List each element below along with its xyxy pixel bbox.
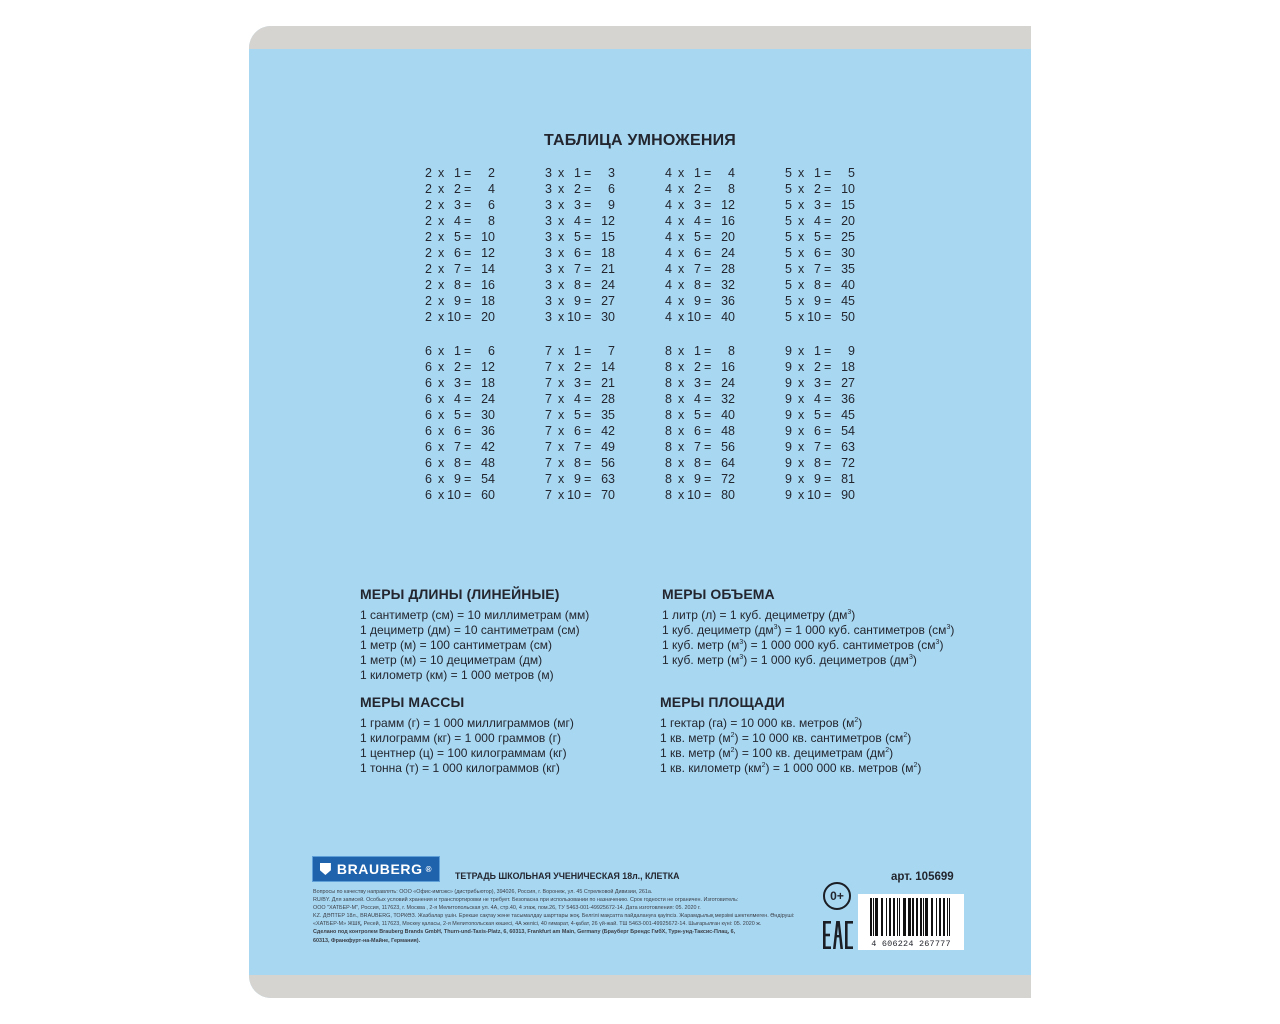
multiplication-column-9 xyxy=(785,343,905,503)
multiplication-row: 4 x 4 = 16 xyxy=(665,214,735,228)
area-measure-line: 1 кв. метр $(м^2) = 10$ 000 кв. сантиметров $(см^2)$ xyxy=(660,731,912,745)
multiplication-row: 8 x 1 = 8 xyxy=(665,344,735,358)
multiplication-row: 4 x 10 = 40 xyxy=(665,310,735,324)
fine-print-line: ООО "ХАТБЕР-М", Россия, 117623, г. Москва , 2-я Мелитопольская ул. 4А, стр.40, 4 этаж, пом.26, ТУ 5463-001-49925672-14. Дата изготовления: 05. 2020 г. xyxy=(313,905,701,912)
multiplication-row: 5 x 1 = 5 xyxy=(785,166,855,180)
multiplication-row: 9 x 1 = 9 xyxy=(785,344,855,358)
multiplication-row: 6 x 10 = 60 xyxy=(425,488,495,502)
volume-measure-line: 1 куб. метр $(м^3) = 1$ 000 куб. дециметров $(дм^3)$ xyxy=(662,653,917,667)
multiplication-row: 7 x 1 = 7 xyxy=(545,344,615,358)
barcode-bars-icon xyxy=(870,898,952,936)
multiplication-row: 7 x 5 = 35 xyxy=(545,408,615,422)
multiplication-row: 5 x 9 = 45 xyxy=(785,294,855,308)
multiplication-row: 3 x 8 = 24 xyxy=(545,278,615,292)
multiplication-row: 6 x 5 = 30 xyxy=(425,408,495,422)
multiplication-row: 2 x 10 = 20 xyxy=(425,310,495,324)
multiplication-column-2 xyxy=(425,165,545,325)
multiplication-row: 2 x 7 = 14 xyxy=(425,262,495,276)
brauberg-logo xyxy=(312,856,440,882)
multiplication-row: 5 x 4 = 20 xyxy=(785,214,855,228)
multiplication-table xyxy=(425,165,905,505)
multiplication-row: 5 x 8 = 40 xyxy=(785,278,855,292)
multiplication-row: 5 x 5 = 25 xyxy=(785,230,855,244)
multiplication-row: 5 x 2 = 10 xyxy=(785,182,855,196)
volume-measure-line: 1 литр (л) = 1 куб. дециметру $(дм^3)$ xyxy=(662,608,856,622)
mass-measure-line: 1 грамм (г) = 1 000 миллиграммов (мг) xyxy=(360,716,574,730)
multiplication-row: 8 x 7 = 56 xyxy=(665,440,735,454)
fine-print-line: Сделано под контролем Brauberg Brands GmbH, Thurn-und-Taxis-Platz, 6, 60313, Frankfurt am Main, Germany (Брауберг Брендс ГмбХ, Турн-унд-Таксис-Плац, 6, xyxy=(313,929,736,936)
notebook-back-cover xyxy=(249,26,1031,998)
multiplication-row: 8 x 4 = 32 xyxy=(665,392,735,406)
fine-print xyxy=(313,888,819,945)
volume-measures-section xyxy=(662,586,954,668)
multiplication-row: 8 x 8 = 64 xyxy=(665,456,735,470)
mass-measures-title: МЕРЫ МАССЫ xyxy=(360,694,465,710)
multiplication-row: 6 x 9 = 54 xyxy=(425,472,495,486)
barcode xyxy=(858,894,964,950)
area-measure-line: 1 кв. километр $(км^2) = 1$ 000 000 кв. метров $(м^2)$ xyxy=(660,761,922,775)
multiplication-row: 7 x 3 = 21 xyxy=(545,376,615,390)
mass-measure-line: 1 тонна (т) = 1 000 килограммов (кг) xyxy=(360,761,560,775)
multiplication-row: 3 x 4 = 12 xyxy=(545,214,615,228)
multiplication-column-5 xyxy=(785,165,905,325)
multiplication-row: 3 x 10 = 30 xyxy=(545,310,615,324)
multiplication-row: 3 x 1 = 3 xyxy=(545,166,615,180)
multiplication-row: 3 x 7 = 21 xyxy=(545,262,615,276)
length-measure-line: 1 метр (м) = 10 дециметрам (дм) xyxy=(360,653,543,667)
multiplication-row: 4 x 6 = 24 xyxy=(665,246,735,260)
multiplication-row: 8 x 3 = 24 xyxy=(665,376,735,390)
registered-mark: ® xyxy=(425,864,433,874)
multiplication-row: 5 x 10 = 50 xyxy=(785,310,855,324)
cover-top-band xyxy=(249,26,1031,49)
multiplication-row: 6 x 7 = 42 xyxy=(425,440,495,454)
multiplication-row: 8 x 9 = 72 xyxy=(665,472,735,486)
multiplication-row: 4 x 8 = 32 xyxy=(665,278,735,292)
multiplication-row: 9 x 9 = 81 xyxy=(785,472,855,486)
mass-measures-section xyxy=(360,694,574,776)
multiplication-row: 9 x 2 = 18 xyxy=(785,360,855,374)
multiplication-row: 8 x 10 = 80 xyxy=(665,488,735,502)
multiplication-row: 9 x 4 = 36 xyxy=(785,392,855,406)
multiplication-row: 3 x 3 = 9 xyxy=(545,198,615,212)
multiplication-row: 6 x 3 = 18 xyxy=(425,376,495,390)
multiplication-row: 2 x 3 = 6 xyxy=(425,198,495,212)
fine-print-line: «ХАТБЕР-М» ЖШҚ, Ресей, 117623, Мәскеу қаласы, 2-я Мелитопольская көшесі, 4А желісі, 40 ғимарат, 4-қабат, 26 үй-жай. ТШ 5463-001-49925672-14. Шығарылған күні: 05. 2020 ж. xyxy=(313,921,762,928)
multiplication-row: 7 x 9 = 63 xyxy=(545,472,615,486)
multiplication-row: 5 x 6 = 30 xyxy=(785,246,855,260)
multiplication-row: 4 x 3 = 12 xyxy=(665,198,735,212)
multiplication-row: 9 x 8 = 72 xyxy=(785,456,855,470)
multiplication-row: 4 x 7 = 28 xyxy=(665,262,735,276)
multiplication-row: 3 x 5 = 15 xyxy=(545,230,615,244)
multiplication-row: 9 x 10 = 90 xyxy=(785,488,855,502)
mass-measure-line: 1 килограмм (кг) = 1 000 граммов (г) xyxy=(360,731,561,745)
multiplication-row: 9 x 6 = 54 xyxy=(785,424,855,438)
volume-measures-title: МЕРЫ ОБЪЕМА xyxy=(662,586,775,602)
length-measures-section xyxy=(360,586,589,683)
fine-print-line: Вопросы по качеству направлять: ООО «Офис-импэкс» (дистрибьютор), 394026, Россия, г. Воронеж, ул. 45 Стрелковой Дивизии, 261а. xyxy=(313,889,653,895)
multiplication-row: 6 x 1 = 6 xyxy=(425,344,495,358)
area-measure-line: 1 кв. метр $(м^2) = 100$ кв. дециметрам $(дм^2)$ xyxy=(660,746,894,760)
multiplication-row: 2 x 5 = 10 xyxy=(425,230,495,244)
multiplication-row: 9 x 7 = 63 xyxy=(785,440,855,454)
multiplication-row: 5 x 7 = 35 xyxy=(785,262,855,276)
multiplication-row: 5 x 3 = 15 xyxy=(785,198,855,212)
multiplication-row: 9 x 5 = 45 xyxy=(785,408,855,422)
multiplication-row: 6 x 8 = 48 xyxy=(425,456,495,470)
multiplication-row: 3 x 2 = 6 xyxy=(545,182,615,196)
multiplication-column-8 xyxy=(665,343,785,503)
multiplication-column-4 xyxy=(665,165,785,325)
length-measure-line: 1 дециметр (дм) = 10 сантиметрам (см) xyxy=(360,623,580,637)
fine-print-line: RU/BY. Для записей. Особых условий хранения и транспортировки не требует. Безопасна при использовании по назначению. Срок годности не ограничен. Изготовитель: xyxy=(313,897,739,904)
length-measure-line: 1 километр (км) = 1 000 метров (м) xyxy=(360,668,554,682)
area-measure-line: 1 гектар (га) = 10 000 кв. метров $(м^2)$ xyxy=(660,716,863,730)
multiplication-row: 8 x 6 = 48 xyxy=(665,424,735,438)
multiplication-row: 7 x 4 = 28 xyxy=(545,392,615,406)
fine-print-line: 60313, Франкфурт-на-Майне, Германия). xyxy=(313,937,421,944)
multiplication-row: 3 x 6 = 18 xyxy=(545,246,615,260)
fine-print-line: KZ. ДӘПТЕР 18л., BRAUBERG, ТОРКӨЗ. Жазбалар үшін. Ерекше сақтау және тасымалдау шарттары жоқ. Белгілі мақсатта пайдалануға қауіпсіз. Жарамдылық мерзімі шектелмеген. Өндіруші: xyxy=(313,913,795,920)
multiplication-row: 2 x 4 = 8 xyxy=(425,214,495,228)
multiplication-row: 7 x 7 = 49 xyxy=(545,440,615,454)
area-measures-title: МЕРЫ ПЛОЩАДИ xyxy=(660,694,785,710)
brand-name: BRAUBERG xyxy=(336,861,423,877)
multiplication-row: 3 x 9 = 27 xyxy=(545,294,615,308)
volume-measure-line: 1 куб. дециметр $(дм^3) = 1$ 000 куб. сантиметров $(см^3)$ xyxy=(662,623,955,637)
multiplication-table-title: ТАБЛИЦА УМНОЖЕНИЯ xyxy=(544,132,736,149)
multiplication-row: 6 x 2 = 12 xyxy=(425,360,495,374)
multiplication-row: 2 x 8 = 16 xyxy=(425,278,495,292)
multiplication-row: 2 x 9 = 18 xyxy=(425,294,495,308)
eac-certification-mark-icon xyxy=(823,921,853,949)
multiplication-row: 6 x 4 = 24 xyxy=(425,392,495,406)
multiplication-row: 8 x 5 = 40 xyxy=(665,408,735,422)
volume-measure-line: 1 куб. метр $(м^3) = 1$ 000 000 куб. сантиметров $(см^3)$ xyxy=(662,638,944,652)
multiplication-row: 7 x 8 = 56 xyxy=(545,456,615,470)
product-name: ТЕТРАДЬ ШКОЛЬНАЯ УЧЕНИЧЕСКАЯ 18л., КЛЕТКА xyxy=(455,871,680,881)
multiplication-row: 4 x 1 = 4 xyxy=(665,166,735,180)
age-rating-badge: 0+ xyxy=(823,882,851,910)
length-measure-line: 1 метр (м) = 100 сантиметрам (см) xyxy=(360,638,553,652)
multiplication-row: 4 x 9 = 36 xyxy=(665,294,735,308)
cover-bottom-band xyxy=(249,975,1031,998)
barcode-number: 4 606224 267777 xyxy=(871,939,951,949)
multiplication-column-7 xyxy=(545,343,665,503)
multiplication-row: 7 x 10 = 70 xyxy=(545,488,615,502)
multiplication-row: 7 x 2 = 14 xyxy=(545,360,615,374)
multiplication-row: 4 x 5 = 20 xyxy=(665,230,735,244)
multiplication-row: 2 x 6 = 12 xyxy=(425,246,495,260)
multiplication-row: 2 x 2 = 4 xyxy=(425,182,495,196)
length-measure-line: 1 сантиметр (см) = 10 миллиметрам (мм) xyxy=(360,608,590,622)
article-number: арт. 105699 xyxy=(891,871,954,883)
shield-icon xyxy=(320,863,331,875)
mass-measure-line: 1 центнер (ц) = 100 килограммам (кг) xyxy=(360,746,567,760)
multiplication-row: 9 x 3 = 27 xyxy=(785,376,855,390)
area-measures-section xyxy=(660,694,921,776)
multiplication-row: 7 x 6 = 42 xyxy=(545,424,615,438)
multiplication-row: 2 x 1 = 2 xyxy=(425,166,495,180)
multiplication-row: 6 x 6 = 36 xyxy=(425,424,495,438)
multiplication-column-3 xyxy=(545,165,665,325)
multiplication-row: 4 x 2 = 8 xyxy=(665,182,735,196)
multiplication-column-6 xyxy=(425,343,545,503)
length-measures-title: МЕРЫ ДЛИНЫ (ЛИНЕЙНЫЕ) xyxy=(360,586,560,602)
multiplication-row: 8 x 2 = 16 xyxy=(665,360,735,374)
